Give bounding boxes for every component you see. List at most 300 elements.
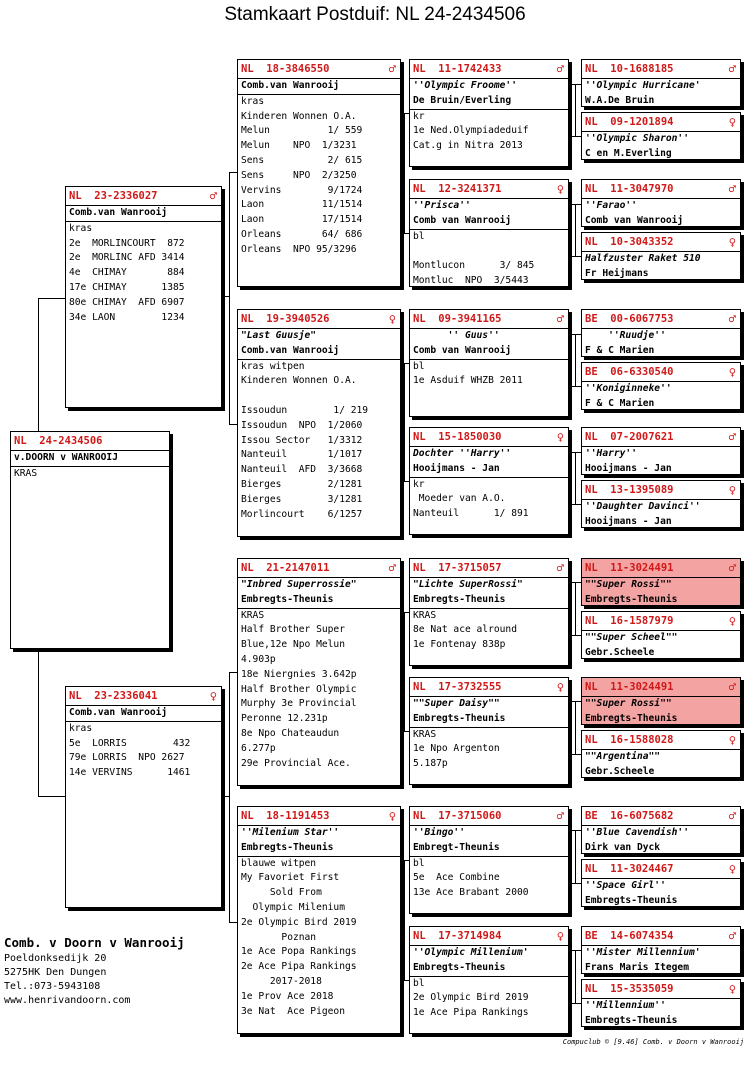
pedigree-card-gg5 — [409, 558, 569, 666]
ring-number — [582, 113, 740, 131]
pedigree-detail-line: Orleans NPO 95/3296 — [241, 243, 357, 255]
owner-name: Embregts-Theunis — [413, 712, 506, 724]
pigeon-name: ''Olympic Hurricane' — [582, 78, 740, 94]
owner-name: Embregts-Theunis — [241, 841, 334, 853]
connector-line — [572, 582, 581, 583]
pedigree-card-g1 — [237, 59, 401, 287]
pedigree-detail-line: 2e Ace Pipa Rankings — [241, 961, 357, 973]
connector-line — [222, 796, 230, 797]
pedigree-detail-line: Laon 17/1514 — [241, 214, 363, 226]
male-symbol-icon: ♂ — [728, 62, 736, 76]
pedigree-detail-line: Laon 11/1514 — [241, 199, 363, 211]
owner-name: Comb.van Wanrooij — [66, 205, 221, 221]
ring-number — [410, 559, 568, 577]
pedigree-card-a2 — [581, 112, 741, 160]
owner-name: Embregts-Theunis — [585, 1014, 678, 1026]
pedigree-detail-line: 4e CHIMAY 884 — [69, 267, 185, 279]
ring-number — [66, 687, 221, 705]
owner-name: Embregts-Theunis — [413, 593, 506, 605]
pigeon-name: '' Guus'' — [410, 328, 568, 344]
owner-name: Gebr.Scheele — [585, 646, 655, 658]
pedigree-detail-line: 1e Ace Popa Rankings — [241, 946, 357, 958]
pigeon-name: ''Olympic Millenium' — [410, 945, 568, 961]
connector-line — [572, 950, 581, 951]
pedigree-detail-line: Kinderen Wonnen O.A. — [241, 375, 357, 387]
pedigree-card-p1 — [65, 186, 222, 408]
ring-number — [582, 481, 740, 499]
ring-number-text: NL 09-3941165 — [413, 313, 502, 325]
male-symbol-icon: ♂ — [556, 312, 564, 326]
ring-number-text: NL 24-2434506 — [14, 435, 103, 447]
owner-name: W.A.De Bruin — [585, 94, 655, 106]
male-symbol-icon: ♂ — [728, 809, 736, 823]
ring-number — [410, 60, 568, 78]
ring-number — [582, 980, 740, 998]
pedigree-detail-line: kr — [413, 478, 425, 490]
pigeon-name: ''Blue Cavendish'' — [582, 825, 740, 841]
pedigree-detail-line: 29e Provincial Ace. — [241, 757, 351, 769]
breeder-info — [4, 934, 185, 1008]
pedigree-detail-line: bl — [413, 857, 425, 869]
pedigree-card-a11 — [581, 677, 741, 725]
pedigree-card-g4 — [237, 806, 401, 1034]
owner-name: Gebr.Scheele — [585, 765, 655, 777]
pedigree-detail-line: Issoudun 1/ 219 — [241, 404, 369, 416]
pedigree-detail-line: Cat.g in Nitra 2013 — [413, 140, 523, 152]
pedigree-detail-line: 2e MORLINC AFD 3414 — [69, 252, 185, 264]
pigeon-name: ''Koniginneke'' — [582, 381, 740, 397]
ring-number — [582, 60, 740, 78]
connector-line — [229, 424, 237, 425]
connector-line — [401, 612, 409, 613]
page-title: Stamkaart Postduif: NL 24-2434506 — [224, 4, 526, 25]
connector-line — [572, 204, 581, 205]
ring-number — [238, 310, 400, 328]
pedigree-detail-line — [238, 389, 400, 404]
male-symbol-icon: ♂ — [556, 809, 564, 823]
pedigree-detail-line: 4.903p — [241, 653, 276, 665]
female-symbol-icon: ♀ — [388, 312, 396, 326]
connector-line — [575, 334, 576, 386]
owner-name: Hooijmans - Jan — [585, 515, 672, 527]
pedigree-detail-line: Bierges 3/1281 — [241, 493, 363, 505]
pedigree-detail-line: KRAS — [241, 609, 265, 621]
pedigree-card-a16 — [581, 979, 741, 1027]
connector-line — [401, 233, 409, 234]
ring-number-text: NL 23-2336041 — [69, 690, 158, 702]
pigeon-name: ''Mister Millennium' — [582, 945, 740, 961]
male-symbol-icon: ♂ — [556, 62, 564, 76]
ring-number-text: NL 23-2336027 — [69, 190, 158, 202]
owner-name: Embregts-Theunis — [585, 712, 678, 724]
pedigree-detail-line: 18e Niergnies 3.642p — [241, 668, 357, 680]
ring-number-text: NL 12-3241371 — [413, 183, 502, 195]
ring-number-text: NL 11-3024491 — [585, 681, 674, 693]
pedigree-detail-line: KRAS — [413, 728, 437, 740]
pigeon-name: ''Olympic Sharon'' — [582, 131, 740, 147]
pedigree-detail-line: KRAS — [14, 467, 38, 479]
connector-line — [401, 113, 409, 114]
owner-name: Embregts-Theunis — [241, 593, 334, 605]
connector-line — [404, 612, 405, 731]
male-symbol-icon: ♂ — [728, 312, 736, 326]
connector-line — [222, 296, 230, 297]
pedigree-card-a15 — [581, 926, 741, 974]
pedigree-detail-line: Sold From — [241, 887, 322, 899]
connector-line — [38, 298, 65, 299]
ring-number — [582, 559, 740, 577]
pedigree-detail-line: My Favoriet First — [241, 872, 340, 884]
ring-number-text: NL 09-1201894 — [585, 116, 674, 128]
pedigree-detail-line: Poznan — [241, 931, 317, 943]
breeder-website: www.henrivandoorn.com — [4, 995, 131, 1006]
connector-line — [572, 334, 581, 335]
ring-number-text: BE 00-6067753 — [585, 313, 674, 325]
connector-line — [575, 452, 576, 504]
pedigree-detail-line: 8e Nat ace alround — [413, 624, 517, 636]
owner-name: Embregt-Theunis — [413, 841, 500, 853]
ring-number — [410, 310, 568, 328]
pigeon-name: ""Super Rossi"" — [582, 696, 740, 712]
pedigree-detail-line: Nanteuil 1/ 891 — [413, 508, 529, 520]
ring-number-text: NL 11-3024467 — [585, 863, 674, 875]
female-symbol-icon: ♀ — [388, 809, 396, 823]
owner-name: Comb van Wanrooij — [413, 344, 512, 356]
pedigree-detail-line: 79e LORRIS NPO 2627 — [69, 752, 185, 764]
ring-number — [238, 60, 400, 78]
female-symbol-icon: ♀ — [556, 929, 564, 943]
ring-number — [410, 180, 568, 198]
pedigree-detail-line: 8e Npo Chateaudun — [241, 727, 340, 739]
male-symbol-icon: ♂ — [728, 680, 736, 694]
pedigree-detail-line: Melun 1/ 559 — [241, 125, 363, 137]
pedigree-detail-line: Issou Sector 1/3312 — [241, 434, 363, 446]
breeder-phone: Tel.:073-5943108 — [4, 981, 101, 992]
ring-number — [582, 363, 740, 381]
female-symbol-icon: ♀ — [209, 689, 217, 703]
pedigree-card-g2 — [237, 309, 401, 537]
owner-name: Hooijmans - Jan — [585, 462, 672, 474]
pedigree-detail-line: Kinderen Wonnen O.A. — [241, 110, 357, 122]
breeder-address: Poeldonksedijk 20 — [4, 953, 107, 964]
owner-name: Comb.van Wanrooij — [66, 705, 221, 721]
ring-number-text: NL 15-3535059 — [585, 983, 674, 995]
pedigree-detail-line: bl — [413, 230, 425, 242]
pedigree-detail-line: Montlucon 3/ 845 — [413, 260, 535, 272]
pedigree-detail-line: Nanteuil AFD 3/3668 — [241, 464, 363, 476]
ring-number-text: NL 10-1688185 — [585, 63, 674, 75]
ring-number — [410, 678, 568, 696]
ring-number-text: NL 16-1587979 — [585, 615, 674, 627]
male-symbol-icon: ♂ — [388, 561, 396, 575]
male-symbol-icon: ♂ — [556, 561, 564, 575]
pedigree-card-a12 — [581, 730, 741, 778]
ring-number — [582, 310, 740, 328]
ring-number — [582, 612, 740, 630]
pedigree-detail-line: 13e Ace Brabant 2000 — [413, 887, 529, 899]
pedigree-detail-line: 6.277p — [241, 742, 276, 754]
pedigree-detail-line: Vervins 9/1724 — [241, 184, 363, 196]
pedigree-card-gg1 — [409, 59, 569, 167]
pedigree-detail-line: 5e LORRIS 432 — [69, 737, 191, 749]
connector-line — [572, 1003, 581, 1004]
ring-number-text: NL 11-3047970 — [585, 183, 674, 195]
female-symbol-icon: ♀ — [556, 430, 564, 444]
pedigree-detail-line: 1e Prov Ace 2018 — [241, 990, 334, 1002]
ring-number — [582, 731, 740, 749]
pedigree-detail-line: kras witpen — [241, 360, 305, 372]
owner-name: Hooijmans - Jan — [413, 462, 500, 474]
pedigree-detail-line: Sens 2/ 615 — [241, 154, 363, 166]
pigeon-name: "Inbred Superrossie" — [238, 577, 400, 593]
pedigree-detail-line: kras — [69, 722, 93, 734]
connector-line — [404, 113, 405, 233]
ring-number — [582, 927, 740, 945]
pedigree-card-a8 — [581, 480, 741, 528]
connector-line — [229, 172, 237, 173]
connector-line — [572, 256, 581, 257]
pedigree-detail-line: 2e Olympic Bird 2019 — [413, 992, 529, 1004]
breeder-name: Comb. v Doorn v Wanrooij — [4, 935, 185, 950]
pedigree-detail-line: 17e CHIMAY 1385 — [69, 281, 185, 293]
owner-name: Embregts-Theunis — [413, 961, 506, 973]
connector-line — [229, 672, 230, 922]
connector-line — [572, 701, 581, 702]
pedigree-detail-line: Moeder van A.O. — [413, 493, 506, 505]
ring-number-text: NL 07-2007621 — [585, 431, 674, 443]
ring-number-text: NL 17-3714984 — [413, 930, 502, 942]
male-symbol-icon: ♂ — [728, 929, 736, 943]
pedigree-card-a3 — [581, 179, 741, 227]
pedigree-detail-line: 1e Ned.Olympiadeduif — [413, 125, 529, 137]
connector-line — [575, 701, 576, 754]
ring-number — [582, 233, 740, 251]
male-symbol-icon: ♂ — [728, 182, 736, 196]
connector-line — [572, 84, 581, 85]
pedigree-card-g3 — [237, 558, 401, 786]
pedigree-detail-line: Issoudun NPO 1/2060 — [241, 419, 363, 431]
pedigree-detail-line: Olympic Milenium — [241, 901, 345, 913]
pigeon-name: Halfzuster Raket 510 — [582, 251, 740, 267]
pedigree-card-p2 — [65, 686, 222, 908]
pigeon-name: ''Prisca'' — [410, 198, 568, 214]
pedigree-detail-line: blauwe witpen — [241, 857, 317, 869]
connector-line — [404, 860, 405, 980]
owner-name: Comb.van Wanrooij — [238, 78, 400, 94]
male-symbol-icon: ♂ — [728, 561, 736, 575]
ring-number-text: NL 15-1850030 — [413, 431, 502, 443]
pedigree-card-a4 — [581, 232, 741, 280]
pedigree-detail-line: 5.187p — [413, 758, 448, 770]
pigeon-name: ''Farao'' — [582, 198, 740, 214]
pigeon-name: ''Olympic Froome'' — [410, 78, 568, 94]
connector-line — [401, 980, 409, 981]
ring-number-text: NL 11-1742433 — [413, 63, 502, 75]
pedigree-detail-line: Sens NPO 2/3250 — [241, 169, 357, 181]
pedigree-detail-line: 2017-2018 — [241, 975, 322, 987]
pedigree-detail-line: 1e Ace Pipa Rankings — [413, 1007, 529, 1019]
ring-number-text: NL 16-1588028 — [585, 734, 674, 746]
connector-line — [572, 635, 581, 636]
ring-number-text: NL 11-3024491 — [585, 562, 674, 574]
pigeon-name: ""Super Scheel"" — [582, 630, 740, 646]
pedigree-card-a9 — [581, 558, 741, 606]
pedigree-card-gg6 — [409, 677, 569, 785]
pedigree-detail-line: 5e Ace Combine — [413, 872, 500, 884]
footer-credit: Compuclub © [9.46] Comb. v Doorn v Wanrooij — [562, 1038, 744, 1046]
ring-number-text: NL 18-1191453 — [241, 810, 330, 822]
female-symbol-icon: ♀ — [556, 680, 564, 694]
ring-number — [582, 860, 740, 878]
pedigree-card-a10 — [581, 611, 741, 659]
connector-line — [572, 504, 581, 505]
pedigree-detail-line: Peronne 12.231p — [241, 713, 328, 725]
connector-line — [575, 84, 576, 136]
pedigree-detail-line: Melun NPO 1/3231 — [241, 140, 357, 152]
owner-name: Comb.van Wanrooij — [241, 344, 340, 356]
pigeon-name: ''Bingo'' — [410, 825, 568, 841]
owner-name: C en M.Everling — [585, 147, 672, 159]
female-symbol-icon: ♀ — [728, 365, 736, 379]
pedigree-detail-line: 1e Fontenay 838p — [413, 639, 506, 651]
male-symbol-icon: ♂ — [728, 430, 736, 444]
pedigree-detail-line: Morlincourt 6/1257 — [241, 508, 363, 520]
connector-line — [38, 796, 65, 797]
connector-line — [572, 386, 581, 387]
pigeon-name: Dochter ''Harry'' — [410, 446, 568, 462]
pedigree-detail-line: 1e Npo Argenton — [413, 743, 500, 755]
connector-line — [401, 731, 409, 732]
connector-line — [229, 672, 237, 673]
connector-line — [572, 136, 581, 137]
pedigree-card-a7 — [581, 427, 741, 475]
pedigree-detail-line: Half Brother Super — [241, 624, 345, 636]
owner-name: Frans Maris Itegem — [585, 961, 689, 973]
pedigree-detail-line: 1e Asduif WHZB 2011 — [413, 375, 523, 387]
pigeon-name: "Lichte SuperRossi" — [410, 577, 568, 593]
ring-number-text: NL 10-3043352 — [585, 236, 674, 248]
pigeon-name: ''Harry'' — [582, 446, 740, 462]
ring-number — [66, 187, 221, 205]
ring-number-text: NL 17-3732555 — [413, 681, 502, 693]
connector-line — [229, 172, 230, 424]
pedigree-detail-line: Half Brother Olympic — [241, 683, 357, 695]
connector-line — [404, 363, 405, 481]
pedigree-detail-line: bl — [413, 360, 425, 372]
ring-number — [410, 807, 568, 825]
pedigree-detail-line: Blue,12e Npo Melun — [241, 639, 345, 651]
female-symbol-icon: ♀ — [728, 235, 736, 249]
female-symbol-icon: ♀ — [556, 182, 564, 196]
pedigree-detail-line: 2e Olympic Bird 2019 — [241, 916, 357, 928]
owner-name: F & C Marien — [585, 397, 655, 409]
pedigree-card-a5 — [581, 309, 741, 357]
pigeon-name: ''Daughter Davinci'' — [582, 499, 740, 515]
pedigree-card-gg8 — [409, 926, 569, 1034]
ring-number-text: NL 17-3715057 — [413, 562, 502, 574]
pedigree-detail-line: bl — [413, 977, 425, 989]
pedigree-card-gg4 — [409, 427, 569, 535]
pedigree-detail-line: 14e VERVINS 1461 — [69, 767, 191, 779]
pedigree-detail-line: kras — [241, 95, 265, 107]
pedigree-detail-line: Montluc NPO 3/5443 — [413, 274, 529, 286]
pedigree-card-subject — [10, 431, 170, 649]
female-symbol-icon: ♀ — [728, 862, 736, 876]
ring-number-text: NL 17-3715060 — [413, 810, 502, 822]
ring-number — [582, 807, 740, 825]
connector-line — [401, 860, 409, 861]
connector-line — [575, 830, 576, 883]
ring-number-text: NL 19-3940526 — [241, 313, 330, 325]
pedigree-card-a13 — [581, 806, 741, 854]
pedigree-detail-line: 2e MORLINCOURT 872 — [69, 237, 185, 249]
ring-number — [410, 428, 568, 446]
owner-name: Dirk van Dyck — [585, 841, 661, 853]
pigeon-name: "Last Guusje" — [238, 328, 400, 344]
owner-name: De Bruin/Everling — [413, 94, 512, 106]
breeder-city: 5275HK Den Dungen — [4, 967, 107, 978]
pedigree-detail-line: kr — [413, 110, 425, 122]
pedigree-detail-line: Orleans 64/ 686 — [241, 228, 363, 240]
ring-number — [238, 807, 400, 825]
owner-name: Comb van Wanrooij — [585, 214, 684, 226]
pedigree-detail-line: KRAS — [413, 609, 437, 621]
pigeon-name: ''Milenium Star'' — [238, 825, 400, 841]
pigeon-name: ""Argentina"" — [582, 749, 740, 765]
connector-line — [38, 648, 39, 796]
ring-number-text: BE 16-6075682 — [585, 810, 674, 822]
male-symbol-icon: ♂ — [209, 189, 217, 203]
pedigree-card-gg7 — [409, 806, 569, 914]
ring-number — [11, 432, 169, 450]
female-symbol-icon: ♀ — [728, 483, 736, 497]
connector-line — [572, 883, 581, 884]
ring-number — [238, 559, 400, 577]
pedigree-detail-line — [410, 244, 568, 259]
connector-line — [575, 582, 576, 635]
connector-line — [572, 754, 581, 755]
connector-line — [229, 922, 237, 923]
ring-number — [582, 428, 740, 446]
pedigree-detail-line: Bierges 2/1281 — [241, 478, 363, 490]
pedigree-card-a6 — [581, 362, 741, 410]
male-symbol-icon: ♂ — [388, 62, 396, 76]
pigeon-name: ''Ruudje'' — [582, 328, 740, 344]
owner-name: F & C Marien — [585, 344, 655, 356]
pigeon-name: ""Super Rossi"" — [582, 577, 740, 593]
pedigree-detail-line: kras — [69, 222, 93, 234]
pedigree-card-gg3 — [409, 309, 569, 417]
female-symbol-icon: ♀ — [728, 115, 736, 129]
pedigree-detail-line: 3e Nat Ace Pigeon — [241, 1005, 345, 1017]
ring-number-text: NL 18-3846550 — [241, 63, 330, 75]
pedigree-card-a14 — [581, 859, 741, 907]
female-symbol-icon: ♀ — [728, 982, 736, 996]
pigeon-name: ""Super Daisy"" — [410, 696, 568, 712]
owner-name: Comb van Wanrooij — [413, 214, 512, 226]
pedigree-detail-line: 34e LAON 1234 — [69, 311, 185, 323]
pedigree-detail-line: Murphy 3e Provincial — [241, 698, 357, 710]
owner-name: Embregts-Theunis — [585, 593, 678, 605]
connector-line — [572, 452, 581, 453]
ring-number-text: NL 21-2147011 — [241, 562, 330, 574]
pedigree-detail-line: 80e CHIMAY AFD 6907 — [69, 296, 185, 308]
owner-name: Fr Heijmans — [585, 267, 649, 279]
ring-number-text: BE 14-6074354 — [585, 930, 674, 942]
connector-line — [401, 481, 409, 482]
pigeon-name: ''Millennium'' — [582, 998, 740, 1014]
ring-number — [410, 927, 568, 945]
